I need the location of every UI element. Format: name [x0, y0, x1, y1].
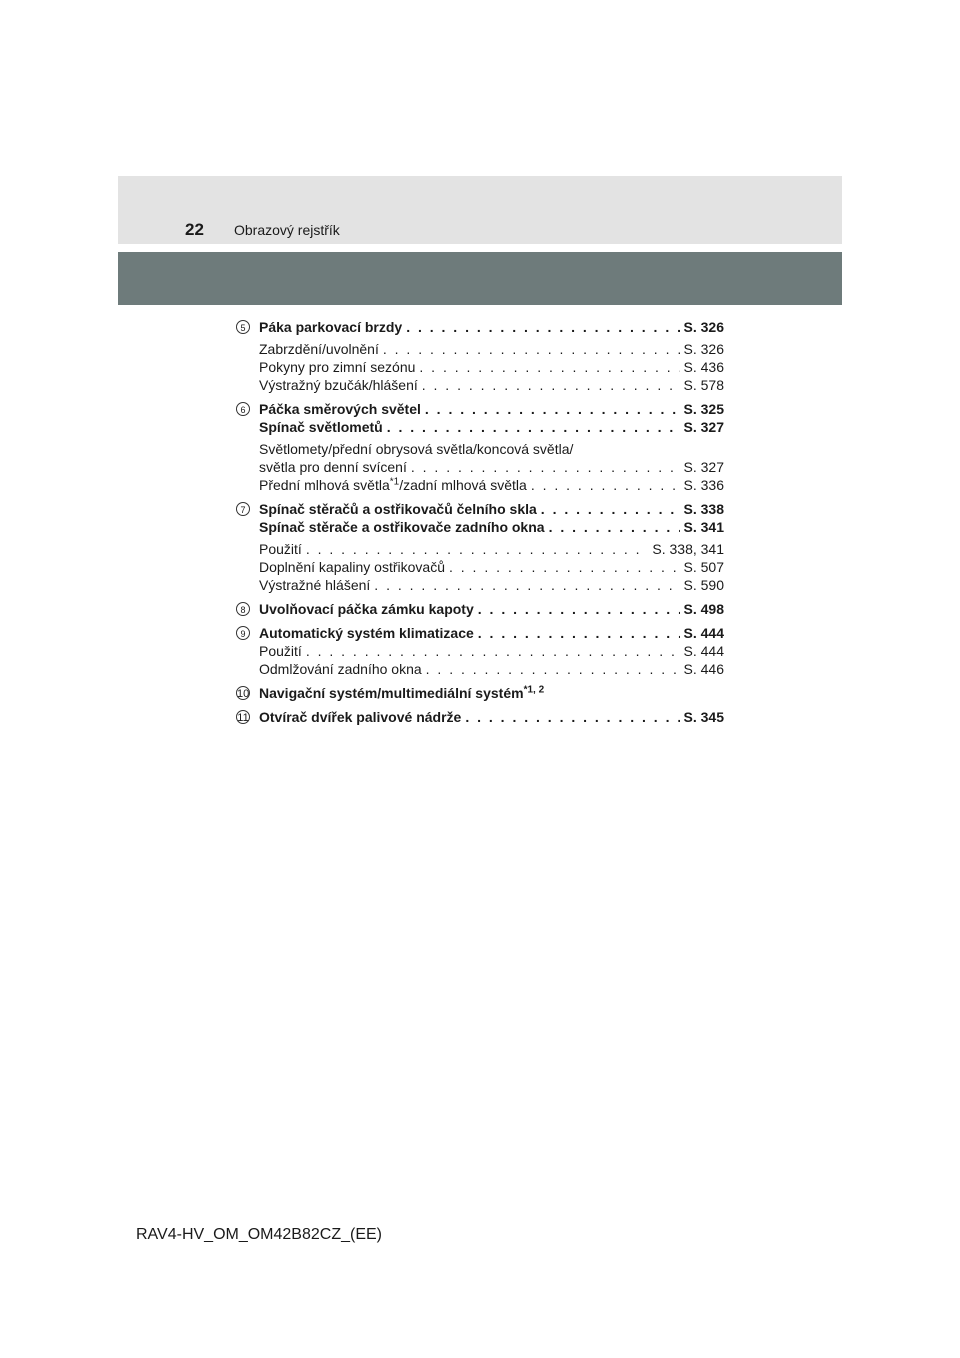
index-item-8: [236, 600, 724, 618]
index-row[interactable]: Přední mlhová světla$^{*1}$/zadní mlhová světla . . . S. 336: [259, 476, 724, 494]
page-ref: S. 446: [683, 661, 724, 677]
item-marker: 5: [236, 320, 250, 334]
index-item-9: [236, 624, 724, 678]
page-ref: S. 327: [683, 419, 724, 435]
page-number: 22: [185, 220, 204, 239]
index-row[interactable]: Odmlžování zadního okna . . . S. 446: [259, 660, 724, 678]
page-ref: S. 444: [683, 625, 724, 641]
index-row[interactable]: Spínač stěračů a ostřikovačů čelního skla . . . S. 338: [259, 500, 724, 518]
item-marker: 8: [236, 602, 250, 616]
page-ref: S. 338, 341: [652, 541, 724, 557]
page-ref: S. 325: [683, 401, 724, 417]
index-row[interactable]: Otvírač dvířek palivové nádrže . . . S. 345: [259, 708, 724, 726]
header-band: [118, 252, 842, 305]
index-item-6: [236, 400, 724, 494]
item-marker: 11: [237, 712, 249, 724]
page-ref: S. 327: [683, 459, 724, 475]
page-ref: S. 336: [683, 477, 724, 493]
footnote-mark: *1: [389, 476, 400, 488]
page-ref: S. 578: [683, 377, 724, 393]
page-ref: S. 498: [683, 601, 724, 617]
header-bar: [118, 176, 842, 244]
page-ref: S. 345: [683, 709, 724, 725]
index-row[interactable]: Pokyny pro zimní sezónu . . . S. 436: [259, 358, 724, 376]
index-item-10: [236, 684, 724, 702]
index-row[interactable]: Spínač světlometů . . . S. 327: [259, 418, 724, 436]
item-marker: 7: [236, 502, 250, 516]
index-row[interactable]: Výstražné hlášení . . . S. 590: [259, 576, 724, 594]
index-row[interactable]: Automatický systém klimatizace . . . S. 444: [259, 624, 724, 642]
index-row[interactable]: Páčka směrových světel . . . S. 325: [259, 400, 724, 418]
page-ref: S. 444: [683, 643, 724, 659]
index-row[interactable]: Spínač stěrače a ostřikovače zadního okna . . . S. 341: [259, 518, 724, 536]
index-item-7: [236, 500, 724, 594]
index-row[interactable]: Použití . . . S. 338, 341: [259, 540, 724, 558]
page-ref: S. 326: [683, 341, 724, 357]
index-item-5: [236, 318, 724, 394]
page-ref: S. 341: [683, 519, 724, 535]
index-item-11: [236, 708, 724, 726]
index-row[interactable]: Zabrzdění/uvolnění . . . S. 326: [259, 340, 724, 358]
index-row-line: Světlomety/přední obrysová světla/koncová světla/: [259, 441, 574, 457]
document-code: RAV4-HV_OM_OM42B82CZ_(EE): [136, 1226, 382, 1243]
page-ref: S. 436: [683, 359, 724, 375]
page-ref: S. 326: [683, 319, 724, 335]
index-row[interactable]: Výstražný bzučák/hlášení . . . S. 578: [259, 376, 724, 394]
item-marker: 10: [237, 688, 250, 700]
page-ref: S. 507: [683, 559, 724, 575]
index-row[interactable]: Použití . . . S. 444: [259, 642, 724, 660]
index-row[interactable]: Navigační systém/multimediální systém$^{*1, 2}$: [259, 684, 545, 701]
page-ref: S. 338: [683, 501, 724, 517]
footnote-mark: *1, 2: [523, 684, 545, 696]
item-marker: 6: [236, 402, 250, 416]
index-row[interactable]: Páka parkovací brzdy . . . S. 326: [259, 318, 724, 336]
index-row[interactable]: Uvolňovací páčka zámku kapoty . . . S. 498: [259, 600, 724, 618]
index-list: [236, 318, 724, 732]
index-row[interactable]: Doplnění kapaliny ostřikovačů . . . S. 507: [259, 558, 724, 576]
item-marker: 9: [236, 626, 250, 640]
section-title: Obrazový rejstřík: [234, 222, 340, 238]
index-row[interactable]: světla pro denní svícení . . . S. 327: [259, 458, 724, 476]
page-ref: S. 590: [683, 577, 724, 593]
